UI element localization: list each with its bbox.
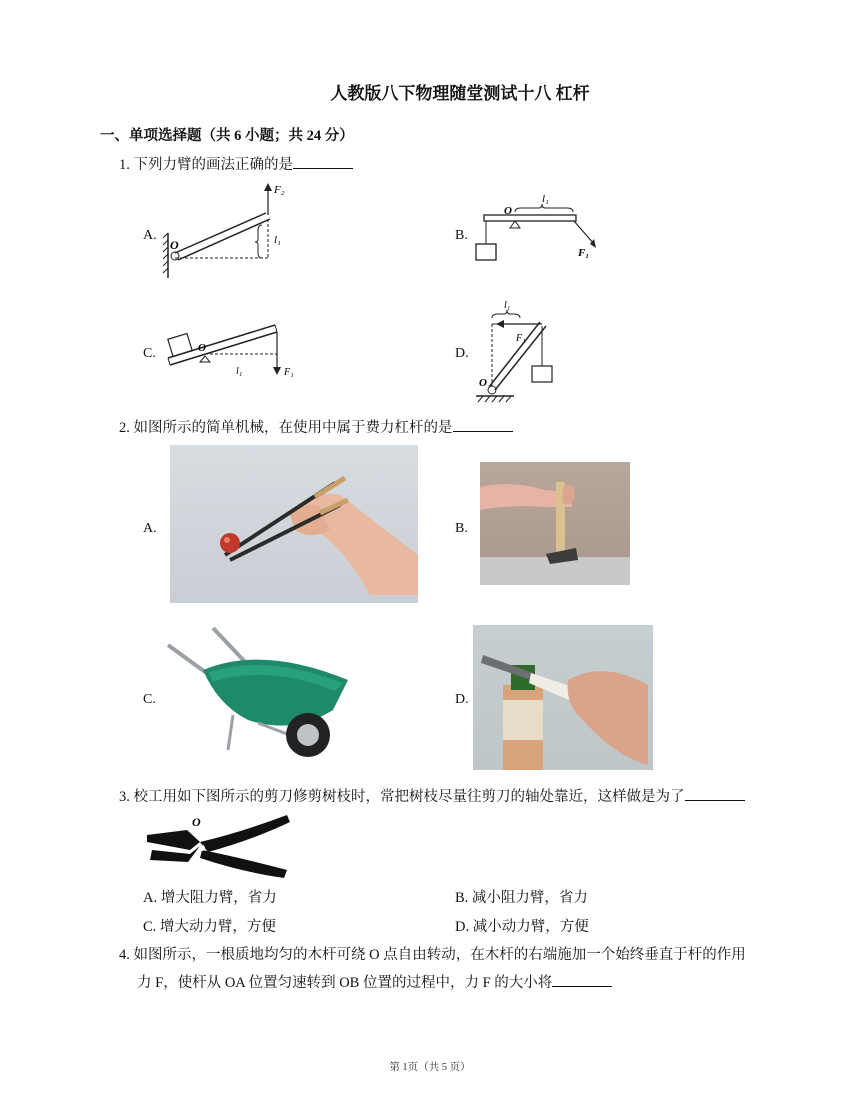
wheelbarrow-photo bbox=[163, 625, 353, 765]
question-2 bbox=[119, 417, 513, 438]
q2-option-c-label: C. bbox=[143, 692, 156, 707]
question-3 bbox=[119, 786, 745, 807]
question-4-line-2 bbox=[137, 972, 612, 993]
svg-text:F₁: F₁ bbox=[578, 247, 590, 259]
q1-option-b-label: B. bbox=[455, 228, 468, 243]
svg-text:l₁: l₁ bbox=[236, 366, 243, 377]
q3-scissors-figure bbox=[142, 810, 297, 882]
svg-text:l₁: l₁ bbox=[542, 193, 549, 205]
scissors-o-label: O bbox=[192, 815, 201, 829]
f1-label: F₂ bbox=[274, 184, 285, 196]
hammer-photo bbox=[480, 462, 630, 585]
question-1-text: 1. 下列力臂的画法正确的是 bbox=[119, 157, 293, 173]
question-1 bbox=[119, 154, 353, 175]
svg-text:O: O bbox=[198, 342, 206, 354]
page-footer: 第 1页（共 5 页） bbox=[389, 1062, 471, 1073]
l1-label: l₁ bbox=[274, 234, 281, 246]
section-heading: 一、单项选择题（共 6 小题；共 24 分） bbox=[100, 128, 354, 144]
question-4-line-1: 4. 如图所示，一根质地均匀的木杆可绕 O 点自由转动，在木杆的右端施加一个始终垂直于杆的作用 bbox=[119, 947, 746, 963]
page-title: 人教版八下物理随堂测试十八 杠杆 bbox=[330, 84, 590, 103]
q3-choice-b: B. 减小阻力臂，省力 bbox=[455, 890, 588, 906]
q3-choice-c: C. 增大动力臂，方便 bbox=[143, 919, 276, 935]
answer-blank bbox=[453, 417, 513, 432]
q1-figure-d bbox=[474, 296, 584, 408]
answer-blank bbox=[552, 972, 612, 987]
chopsticks-photo bbox=[170, 445, 418, 603]
q2-option-b-label: B. bbox=[455, 521, 468, 536]
answer-blank bbox=[293, 154, 353, 169]
q1-figure-c bbox=[160, 318, 310, 383]
svg-text:F₁: F₁ bbox=[516, 333, 526, 344]
q1-option-a-label: A. bbox=[143, 228, 157, 243]
svg-text:O: O bbox=[504, 205, 512, 217]
svg-text:F₁: F₁ bbox=[284, 367, 294, 378]
q2-option-d-label: D. bbox=[455, 692, 469, 707]
q1-option-d-label: D. bbox=[455, 346, 469, 361]
q1-option-c-label: C. bbox=[143, 346, 156, 361]
o-label: O bbox=[170, 238, 179, 252]
question-4-text: 力 F，使杆从 OA 位置匀速转到 OB 位置的过程中，力 F 的大小将 bbox=[137, 975, 553, 991]
svg-text:l₁: l₁ bbox=[504, 300, 511, 311]
q3-choice-d: D. 减小动力臂，方便 bbox=[455, 919, 589, 935]
svg-text:O: O bbox=[479, 377, 487, 389]
q3-choice-a: A. 增大阻力臂，省力 bbox=[143, 890, 277, 906]
q1-figure-a bbox=[158, 183, 298, 278]
q1-figure-b bbox=[470, 188, 610, 268]
question-3-text: 3. 校工用如下图所示的剪刀修剪树枝时，常把树枝尽量往剪刀的轴处靠近，这样做是为了 bbox=[119, 789, 685, 805]
question-2-text: 2. 如图所示的简单机械，在使用中属于费力杠杆的是 bbox=[119, 420, 453, 436]
bottle-opener-photo bbox=[473, 625, 653, 770]
answer-blank bbox=[685, 786, 745, 801]
q2-option-a-label: A. bbox=[143, 521, 157, 536]
